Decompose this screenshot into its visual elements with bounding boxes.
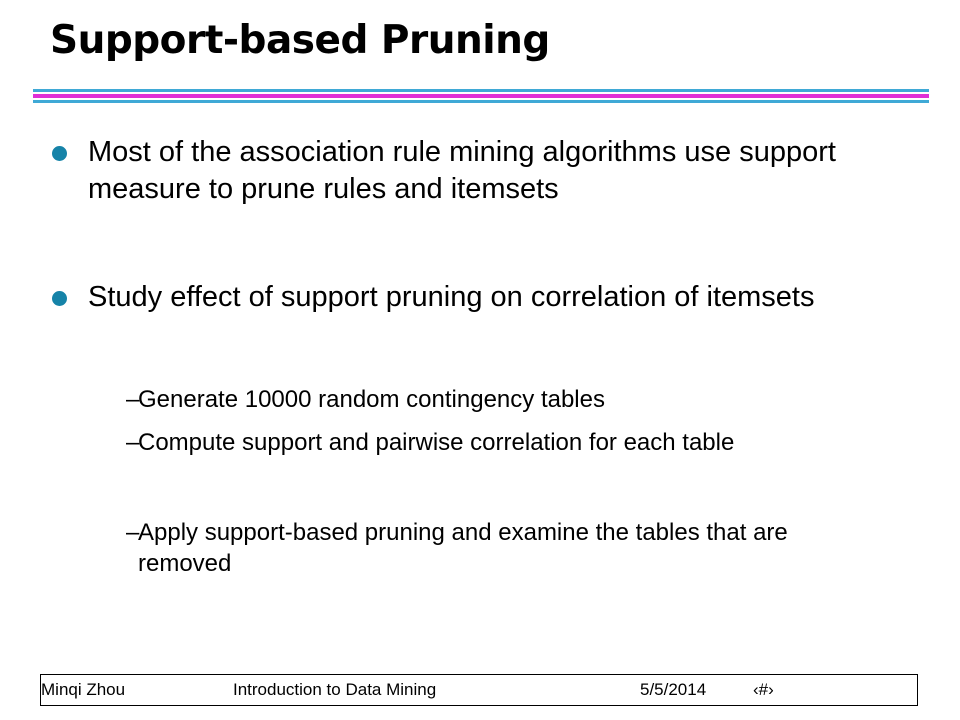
footer-course: Introduction to Data Mining (233, 680, 437, 699)
bullet-dot-icon (52, 146, 67, 161)
slide-title: Support-based Pruning (50, 18, 550, 63)
bullet-item: Most of the association rule mining algorithms use support measure to prune rules and itemsets (88, 136, 836, 205)
bullet-dot-icon (52, 291, 67, 306)
slide-footer (40, 674, 918, 706)
sub-bullet-dash: – (126, 386, 140, 413)
footer-author: Minqi Zhou (41, 680, 126, 699)
bullet-item: Study effect of support pruning on correlation of itemsets (88, 281, 815, 313)
title-divider-bottom (33, 100, 929, 103)
sub-bullet-dash: – (126, 429, 140, 456)
sub-bullet-item: Generate 10000 random contingency tables (138, 386, 605, 413)
sub-bullet-dash: – (126, 519, 140, 546)
sub-bullet-item: Compute support and pairwise correlation for each table (138, 429, 735, 456)
footer-date: 5/5/2014 (640, 680, 707, 699)
title-divider-middle (33, 94, 929, 98)
footer-page-number: ‹#› (753, 680, 774, 699)
sub-bullet-item: Apply support-based pruning and examine the tables that are removed (138, 519, 788, 577)
title-divider-top (33, 89, 929, 92)
